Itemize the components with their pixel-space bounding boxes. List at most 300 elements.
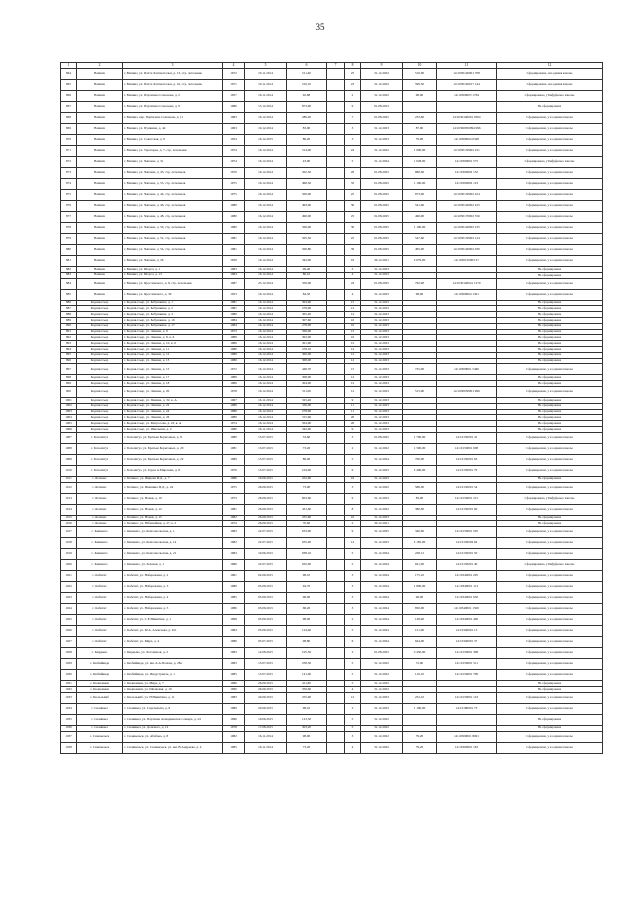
table-row bbox=[61, 256, 603, 267]
year-cell: 1975 bbox=[223, 190, 245, 201]
area-cell: 94,70 bbox=[287, 582, 327, 593]
date-cell: 16.12.2014 bbox=[245, 190, 287, 201]
settlement-cell: с. Бохолитуз bbox=[77, 443, 123, 454]
date-cell: 16.12.2014 bbox=[245, 201, 287, 212]
address-cell: г. Вашкиз, ул. Шорса, д. 1 bbox=[123, 267, 223, 273]
plan-date-cell: 31.12.2023 bbox=[361, 329, 403, 335]
date-cell: 16.12.2014 bbox=[245, 317, 287, 323]
settlement-cell: с. Кинжепо bbox=[77, 560, 123, 571]
year-cell: 1986 bbox=[223, 381, 245, 387]
table-row bbox=[61, 69, 603, 80]
status-cell: Сформирована, у ел единая взнолы bbox=[497, 604, 603, 615]
col8-cell: 29 bbox=[345, 168, 361, 179]
address-cell: г. Вашкиз, ул. Ярославского, д. 8, стр. летельнав bbox=[123, 278, 223, 289]
col10-cell: 515,00 bbox=[403, 386, 437, 397]
col10-cell: 121,00 bbox=[403, 626, 437, 637]
area-cell: 431,60 bbox=[287, 504, 327, 515]
year-cell: 1963 bbox=[223, 124, 245, 135]
plan-date-cell: 31.12.2023 bbox=[361, 397, 403, 403]
settlement-cell: Кодзяя-Сьер bbox=[77, 300, 123, 306]
row-number: 878 bbox=[61, 223, 77, 234]
address-cell: г. Кодзяя-Сьер, ул. Бабушкина, д. 1 bbox=[123, 300, 223, 306]
area-cell: 305,40 bbox=[287, 312, 327, 318]
row-number: 876 bbox=[61, 201, 77, 212]
col7-cell bbox=[327, 560, 345, 571]
area-cell: 873,90 bbox=[287, 102, 327, 113]
table-row bbox=[61, 593, 603, 604]
col8-cell: 2 bbox=[345, 443, 361, 454]
plan-date-cell: 31.12.2024 bbox=[361, 637, 403, 648]
year-cell: 1986 bbox=[223, 341, 245, 347]
col7-cell bbox=[327, 91, 345, 102]
status-cell: Сформирована, у ел единая взнолы bbox=[497, 465, 603, 476]
col8-cell: 20 bbox=[345, 421, 361, 427]
date-cell: 19.11.2014 bbox=[245, 69, 287, 80]
status-cell: Сформирована, у ел единая взнолы bbox=[497, 482, 603, 493]
row-number: 884 bbox=[61, 278, 77, 289]
col10-cell: 495,00 bbox=[403, 245, 437, 256]
table-row bbox=[61, 482, 603, 493]
col10-cell: 340,00 bbox=[403, 527, 437, 538]
status-cell: Не сформирована bbox=[497, 306, 603, 312]
settlement-cell: с. Кабегит bbox=[77, 615, 123, 626]
col8-cell: 16 bbox=[345, 476, 361, 482]
row-number: 875 bbox=[61, 190, 77, 201]
address-cell: г. Кодзяя-Сьер, ул. Ленина, д. 12 bbox=[123, 352, 223, 358]
row-number: 883 bbox=[61, 272, 77, 278]
address-cell: г. Кодзяя-Сьер, ул. Матросова, д. 23, к. А bbox=[123, 421, 223, 427]
area-cell: 33,60 bbox=[287, 432, 327, 443]
year-cell: 1986 bbox=[223, 560, 245, 571]
col8-cell: 4 bbox=[345, 289, 361, 300]
plan-date-cell: 31.12.2024 bbox=[361, 454, 403, 465]
row-number: 1023 bbox=[61, 593, 77, 604]
address-cell: г. Вашкиз, ул. Чапаева, д. 54, стр. летельнав bbox=[123, 245, 223, 256]
col7-cell bbox=[327, 212, 345, 223]
address-cell: с. Бетинес, ул. Новая, д. 15 bbox=[123, 515, 223, 521]
row-number: 887 bbox=[61, 306, 77, 312]
status-cell: Сформирована, у ел единая взнолы bbox=[497, 549, 603, 560]
settlement-cell: с. Кинжепо bbox=[77, 527, 123, 538]
col10-cell: 1 190,00 bbox=[403, 703, 437, 714]
settlement-cell: Вашкиз bbox=[77, 190, 123, 201]
plan-date-cell: 01.08.2025 bbox=[361, 190, 403, 201]
cadastral-code-cell: 14:10150001 40 bbox=[437, 560, 497, 571]
row-number: 866 bbox=[61, 91, 77, 102]
area-cell: 278,00 bbox=[287, 306, 327, 312]
area-cell: 350,00 bbox=[287, 278, 327, 289]
settlement-cell: с. Кюкюмени bbox=[77, 681, 123, 687]
status-cell: Сформирована, она единая взнолы bbox=[497, 80, 603, 91]
date-cell: 26.09.2015 bbox=[245, 493, 287, 504]
plan-date-cell: 31.12.2024 bbox=[361, 549, 403, 560]
status-cell: Сформирована, у ел единая взнолы bbox=[497, 234, 603, 245]
plan-date-cell: 31.12.2023 bbox=[361, 272, 403, 278]
date-cell: 17.08.2015 bbox=[245, 725, 287, 731]
cadastral-code-cell: 14:1030150002 224 bbox=[437, 190, 497, 201]
col8-cell: 3 bbox=[345, 432, 361, 443]
status-cell: Сформирована, у ел единая взнолы bbox=[497, 504, 603, 515]
cadastral-code-cell: 14:10150001 60 bbox=[437, 504, 497, 515]
area-cell: 98,10 bbox=[287, 571, 327, 582]
row-number: 1032 bbox=[61, 686, 77, 692]
date-cell: 16.12.2014 bbox=[245, 421, 287, 427]
col7-cell bbox=[327, 157, 345, 168]
settlement-cell: Кодзяя-Сьер bbox=[77, 346, 123, 352]
date-cell: 16.11.2014 bbox=[245, 397, 287, 403]
cadastral-code-cell: 14:1030150002 124 bbox=[437, 234, 497, 245]
col8-cell: 5 bbox=[345, 681, 361, 687]
status-cell: Сформирована, у ел единая взнолы bbox=[497, 648, 603, 659]
address-cell: г. Вашкиз, ул. Чапаева, д. 44, стр. летельнав bbox=[123, 190, 223, 201]
date-cell: 16.12.2014 bbox=[245, 146, 287, 157]
plan-date-cell: 31.12.2023 bbox=[361, 415, 403, 421]
settlement-cell: с. Бетинес bbox=[77, 493, 123, 504]
cadastral-code-cell bbox=[437, 714, 497, 725]
col10-cell: 790,00 bbox=[403, 454, 437, 465]
date-cell: 19.06.2015 bbox=[245, 549, 287, 560]
area-cell: 73,00 bbox=[287, 482, 327, 493]
area-cell: 411,60 bbox=[287, 681, 327, 687]
status-cell: Сформирована, у ел единая взнолы bbox=[497, 386, 603, 397]
status-cell: Сформирована, у Бифуфельго взнолы bbox=[497, 91, 603, 102]
area-cell: 278,10 bbox=[287, 346, 327, 352]
col7-cell bbox=[327, 289, 345, 300]
plan-date-cell: 31.12.2023 bbox=[361, 335, 403, 341]
status-cell: Сформирована, у ел единая взнолы bbox=[497, 190, 603, 201]
table-row bbox=[61, 289, 603, 300]
date-cell: 16.12.2014 bbox=[245, 323, 287, 329]
col8-cell: 9 bbox=[345, 397, 361, 403]
year-cell: 1983 bbox=[223, 692, 245, 703]
area-cell: 73,20 bbox=[287, 443, 327, 454]
col10-cell: 510,00 bbox=[403, 69, 437, 80]
column-number: 1 bbox=[61, 63, 77, 69]
plan-date-cell: 31.12.2022 bbox=[361, 482, 403, 493]
area-cell: 43,90 bbox=[287, 157, 327, 168]
col8-cell: 10 bbox=[345, 317, 361, 323]
col10-cell: 541,60 bbox=[403, 201, 437, 212]
col10-cell: 1 028,00 bbox=[403, 157, 437, 168]
date-cell: 13.07.2015 bbox=[245, 454, 287, 465]
area-cell: 633,00 bbox=[287, 527, 327, 538]
cadastral-code-cell: 14:10340001 205 bbox=[437, 571, 497, 582]
status-cell: Сформирована, у ел единая взнолы bbox=[497, 731, 603, 742]
col8-cell: 12 bbox=[345, 352, 361, 358]
address-cell: г. Кодзяя-Сьер, ул. Ленина, д. 9 bbox=[123, 329, 223, 335]
area-cell: 98,10 bbox=[287, 703, 327, 714]
year-cell: 1974 bbox=[223, 521, 245, 527]
status-cell: Сформирована, у ел единая взнолы bbox=[497, 692, 603, 703]
date-cell: 26.09.2015 bbox=[245, 521, 287, 527]
row-number: 893 bbox=[61, 341, 77, 347]
plan-date-cell: 31.12.2022 bbox=[361, 731, 403, 742]
address-cell: с. Сюнявыл, ул. Донского, д. 12 bbox=[123, 725, 223, 731]
status-cell: Сформирована, у ел единая взнолы bbox=[497, 179, 603, 190]
cadastral-code-cell: 14:10300001 8001 bbox=[437, 731, 497, 742]
col8-cell: 11 bbox=[345, 409, 361, 415]
col8-cell: 25 bbox=[345, 234, 361, 245]
col8-cell: 3 bbox=[345, 571, 361, 582]
cadastral-code-cell: 14:10150001 706 bbox=[437, 670, 497, 681]
area-cell: 304,90 bbox=[287, 300, 327, 306]
row-number: 898 bbox=[61, 375, 77, 381]
year-cell: 1996 bbox=[223, 714, 245, 725]
col8-cell: 12 bbox=[345, 358, 361, 364]
address-cell: с. Кюкюмени, ул. Мира, д. 7 bbox=[123, 681, 223, 687]
area-cell: 73,20 bbox=[287, 742, 327, 753]
area-cell: 498,50 bbox=[287, 179, 327, 190]
table-row bbox=[61, 386, 603, 397]
row-number: 1035 bbox=[61, 714, 77, 725]
area-cell: 632,00 bbox=[287, 560, 327, 571]
cadastral-code-cell: 14:1030150002 231 bbox=[437, 146, 497, 157]
plan-date-cell: 31.12.2025 bbox=[361, 527, 403, 538]
table-row bbox=[61, 742, 603, 753]
plan-date-cell: 31.12.2024 bbox=[361, 626, 403, 637]
date-cell: 19.12.2014 bbox=[245, 124, 287, 135]
row-number: 1027 bbox=[61, 637, 77, 648]
address-cell: с. Бохолитуз, ул. Героя А.Мирзаева, д. 8 bbox=[123, 465, 223, 476]
col8-cell: 24 bbox=[345, 146, 361, 157]
plan-date-cell: 31.12.2023 bbox=[361, 358, 403, 364]
area-cell: 302,00 bbox=[287, 335, 327, 341]
cadastral-code-cell: 14:10150001 123 bbox=[437, 692, 497, 703]
settlement-cell: Вашкиз bbox=[77, 212, 123, 223]
area-cell: 278,90 bbox=[287, 409, 327, 415]
year-cell: 1970 bbox=[223, 168, 245, 179]
plan-date-cell: 31.12.2023 bbox=[361, 267, 403, 273]
area-cell: 308,00 bbox=[287, 358, 327, 364]
col8-cell: 3 bbox=[345, 582, 361, 593]
area-cell: 68,20 bbox=[287, 604, 327, 615]
address-cell: г. Кодзяя-Сьер, ул. Ленина, д. 22 bbox=[123, 403, 223, 409]
col7-cell bbox=[327, 454, 345, 465]
plan-date-cell: 31.12.2024 bbox=[361, 593, 403, 604]
year-cell: 1974 bbox=[223, 157, 245, 168]
row-number: 879 bbox=[61, 234, 77, 245]
year-cell: 1989 bbox=[223, 703, 245, 714]
settlement-cell: с. Кабегит bbox=[77, 604, 123, 615]
year-cell: 1961 bbox=[223, 571, 245, 582]
table-row bbox=[61, 604, 603, 615]
plan-date-cell: 31.12.2023 bbox=[361, 386, 403, 397]
plan-date-cell: 31.12.2024 bbox=[361, 582, 403, 593]
col8-cell: 3 bbox=[345, 593, 361, 604]
date-cell: 16.12.2014 bbox=[245, 300, 287, 306]
table-row bbox=[61, 582, 603, 593]
col7-cell bbox=[327, 604, 345, 615]
plan-date-cell: 31.12.2023 bbox=[361, 375, 403, 381]
address-cell: с. Сюнявыл, ул. Сергеялыха, д. 8 bbox=[123, 703, 223, 714]
page-number: 35 bbox=[315, 22, 325, 32]
plan-date-cell: 31.12.2023 bbox=[361, 306, 403, 312]
settlement-cell: с. Сюнявыл bbox=[77, 725, 123, 731]
settlement-cell: с. Бохолитуз bbox=[77, 454, 123, 465]
year-cell: 1973 bbox=[223, 493, 245, 504]
date-cell: 16.12.2014 bbox=[245, 312, 287, 318]
status-cell: Сформирована, у Бифуфельго взнолы bbox=[497, 157, 603, 168]
col8-cell: 5 bbox=[345, 714, 361, 725]
settlement-cell: Вашкиз bbox=[77, 256, 123, 267]
row-number: 867 bbox=[61, 102, 77, 113]
plan-date-cell: 31.12.2023 bbox=[361, 300, 403, 306]
table-row bbox=[61, 714, 603, 725]
address-cell: г. Вашкиз, ул. Ярославского, д. 39 bbox=[123, 289, 223, 300]
area-cell: 304,00 bbox=[287, 381, 327, 387]
column-number: 9 bbox=[361, 63, 403, 69]
col8-cell: 10 bbox=[345, 335, 361, 341]
date-cell: 15.12.2014 bbox=[245, 102, 287, 113]
plan-date-cell: 31.12.2023 bbox=[361, 135, 403, 146]
table-row bbox=[61, 493, 603, 504]
table-row bbox=[61, 245, 603, 256]
row-number: 868 bbox=[61, 113, 77, 124]
settlement-cell: Кодзяя-Сьер bbox=[77, 329, 123, 335]
date-cell: 16.12.2014 bbox=[245, 335, 287, 341]
col8-cell: 12 bbox=[345, 692, 361, 703]
address-cell: с. Бохолитуз, ул. Братьев Борисовых, д. 8 bbox=[123, 432, 223, 443]
plan-date-cell: 31.12.2022 bbox=[361, 681, 403, 687]
area-cell: 300,00 bbox=[287, 352, 327, 358]
plan-date-cell: 01.08.2025 bbox=[361, 432, 403, 443]
plan-date-cell: 31.12.2022 bbox=[361, 670, 403, 681]
plan-date-cell: 31.12.2023 bbox=[361, 323, 403, 329]
address-cell: г. Вашкиз, ул. Чапаева, д. 52, стр. летельнав bbox=[123, 234, 223, 245]
area-cell: 356,60 bbox=[287, 686, 327, 692]
plan-date-cell: 31.12.2024 bbox=[361, 571, 403, 582]
area-cell: 99,40 bbox=[287, 267, 327, 273]
settlement-cell: Кодзяя-Сьер bbox=[77, 335, 123, 341]
col7-cell bbox=[327, 80, 345, 91]
area-cell: 342,00 bbox=[287, 426, 327, 432]
col8-cell: 25 bbox=[345, 69, 361, 80]
col8-cell: 16 bbox=[345, 256, 361, 267]
address-cell: г. Кодзяя-Сьер, ул. Бабушкина, д. 16 bbox=[123, 317, 223, 323]
col7-cell bbox=[327, 648, 345, 659]
address-cell: г. Вашкиз, пер. Партизана Сомонова, д. 11 bbox=[123, 113, 223, 124]
status-cell: Сформирована, у ел единая взнолы bbox=[497, 223, 603, 234]
settlement-cell: Вашкиз bbox=[77, 124, 123, 135]
row-number: 874 bbox=[61, 179, 77, 190]
col7-cell bbox=[327, 504, 345, 515]
plan-date-cell: 31.12.2023 bbox=[361, 421, 403, 427]
plan-date-cell: 31.12.2022 bbox=[361, 742, 403, 753]
col10-cell: 873,00 bbox=[403, 190, 437, 201]
cadastral-code-cell: 14:1030140041 1270 bbox=[437, 278, 497, 289]
address-cell: г. Кодзяя-Сьер, ул. Ленина, д. 15 bbox=[123, 364, 223, 375]
col8-cell: 12 bbox=[345, 346, 361, 352]
address-cell: с. Бетинес, ул. Ивашина И.Д., д. 24 bbox=[123, 482, 223, 493]
date-cell: 26.09.2015 bbox=[245, 681, 287, 687]
year-cell: 1974 bbox=[223, 146, 245, 157]
col8-cell: 12 bbox=[345, 341, 361, 347]
table-row bbox=[61, 432, 603, 443]
col8-cell: 30 bbox=[345, 201, 361, 212]
settlement-cell: с. Бетинес bbox=[77, 521, 123, 527]
date-cell: 13.07.2015 bbox=[245, 659, 287, 670]
year-cell: 1971 bbox=[223, 80, 245, 91]
date-cell: 16.12.2014 bbox=[245, 358, 287, 364]
status-cell: Не сформирована bbox=[497, 375, 603, 381]
date-cell: 16.12.2014 bbox=[245, 223, 287, 234]
plan-date-cell: 31.12.2023 bbox=[361, 692, 403, 703]
settlement-cell: Кодзяя-Сьер bbox=[77, 341, 123, 347]
address-cell: г. Кодзяя-Сьер, ул. Ленина, д. 26 bbox=[123, 415, 223, 421]
plan-date-cell: 31.12.2023 bbox=[361, 312, 403, 318]
area-cell: 86,10 bbox=[287, 272, 327, 278]
status-cell: Не сформирована bbox=[497, 346, 603, 352]
table-row bbox=[61, 201, 603, 212]
date-cell: 16.12.2014 bbox=[245, 409, 287, 415]
date-cell: 16.12.2014 bbox=[245, 267, 287, 273]
address-cell: г. Вашкиз, ул. Тараторка, д. 7, стр. летельнав bbox=[123, 146, 223, 157]
plan-date-cell: 31.12.2022 bbox=[361, 91, 403, 102]
col8-cell: 3 bbox=[345, 267, 361, 273]
row-number: 1034 bbox=[61, 703, 77, 714]
table-row bbox=[61, 80, 603, 91]
settlement-cell: Кодзяя-Сьер bbox=[77, 312, 123, 318]
date-cell: 16.11.2014 bbox=[245, 426, 287, 432]
plan-date-cell: 30.12.2021 bbox=[361, 521, 403, 527]
cadastral-code-cell: 14:10340001 113 bbox=[437, 582, 497, 593]
area-cell: 311,00 bbox=[287, 386, 327, 397]
area-cell: 308,00 bbox=[287, 375, 327, 381]
plan-date-cell: 31.12.2023 bbox=[361, 352, 403, 358]
plan-date-cell: 01.08.2025 bbox=[361, 168, 403, 179]
col7-cell bbox=[327, 549, 345, 560]
col7-cell bbox=[327, 443, 345, 454]
col8-cell: 5 bbox=[345, 560, 361, 571]
col10-cell: 87,00 bbox=[403, 124, 437, 135]
plan-date-cell: 31.12.2024 bbox=[361, 560, 403, 571]
row-number: 1015 bbox=[61, 515, 77, 521]
year-cell: 1986 bbox=[223, 409, 245, 415]
table-row bbox=[61, 212, 603, 223]
status-cell: Сформирована, у ел единая взнолы bbox=[497, 659, 603, 670]
date-cell: 16.12.2014 bbox=[245, 352, 287, 358]
settlement-cell: Вашкиз bbox=[77, 157, 123, 168]
row-number: 1005 bbox=[61, 421, 77, 427]
area-cell: 123,50 bbox=[287, 714, 327, 725]
col7-cell bbox=[327, 482, 345, 493]
date-cell: 23.12.2014 bbox=[245, 278, 287, 289]
area-cell: 83,00 bbox=[287, 124, 327, 135]
address-cell: г. Вашкиз, ул. Партизана Сомонова, д. 2 bbox=[123, 91, 223, 102]
col7-cell bbox=[327, 69, 345, 80]
row-number: 1029 bbox=[61, 659, 77, 670]
row-number: 897 bbox=[61, 364, 77, 375]
table-row bbox=[61, 179, 603, 190]
col10-cell: 380,00 bbox=[403, 504, 437, 515]
address-cell: г. Кодзяя-Сьер, ул. Ленина, д. 13 bbox=[123, 358, 223, 364]
address-cell: г. Кодзяя-Сьер, ул. Ленина, д. 17 bbox=[123, 375, 223, 381]
year-cell: 1959 bbox=[223, 256, 245, 267]
settlement-cell: Вашкиз bbox=[77, 223, 123, 234]
settlement-cell: с. Кюбяйинде bbox=[77, 670, 123, 681]
row-number: 1006 bbox=[61, 426, 77, 432]
col8-cell: 5 bbox=[345, 659, 361, 670]
registry-body bbox=[61, 69, 603, 754]
table-row bbox=[61, 626, 603, 637]
date-cell: 16.12.2015 bbox=[245, 135, 287, 146]
year-cell: 1984 bbox=[223, 323, 245, 329]
year-cell: 1980 bbox=[223, 432, 245, 443]
col8-cell: 23 bbox=[345, 80, 361, 91]
col8-cell: 9 bbox=[345, 426, 361, 432]
col8-cell: 10 bbox=[345, 515, 361, 521]
col10-cell: 233,60 bbox=[403, 113, 437, 124]
